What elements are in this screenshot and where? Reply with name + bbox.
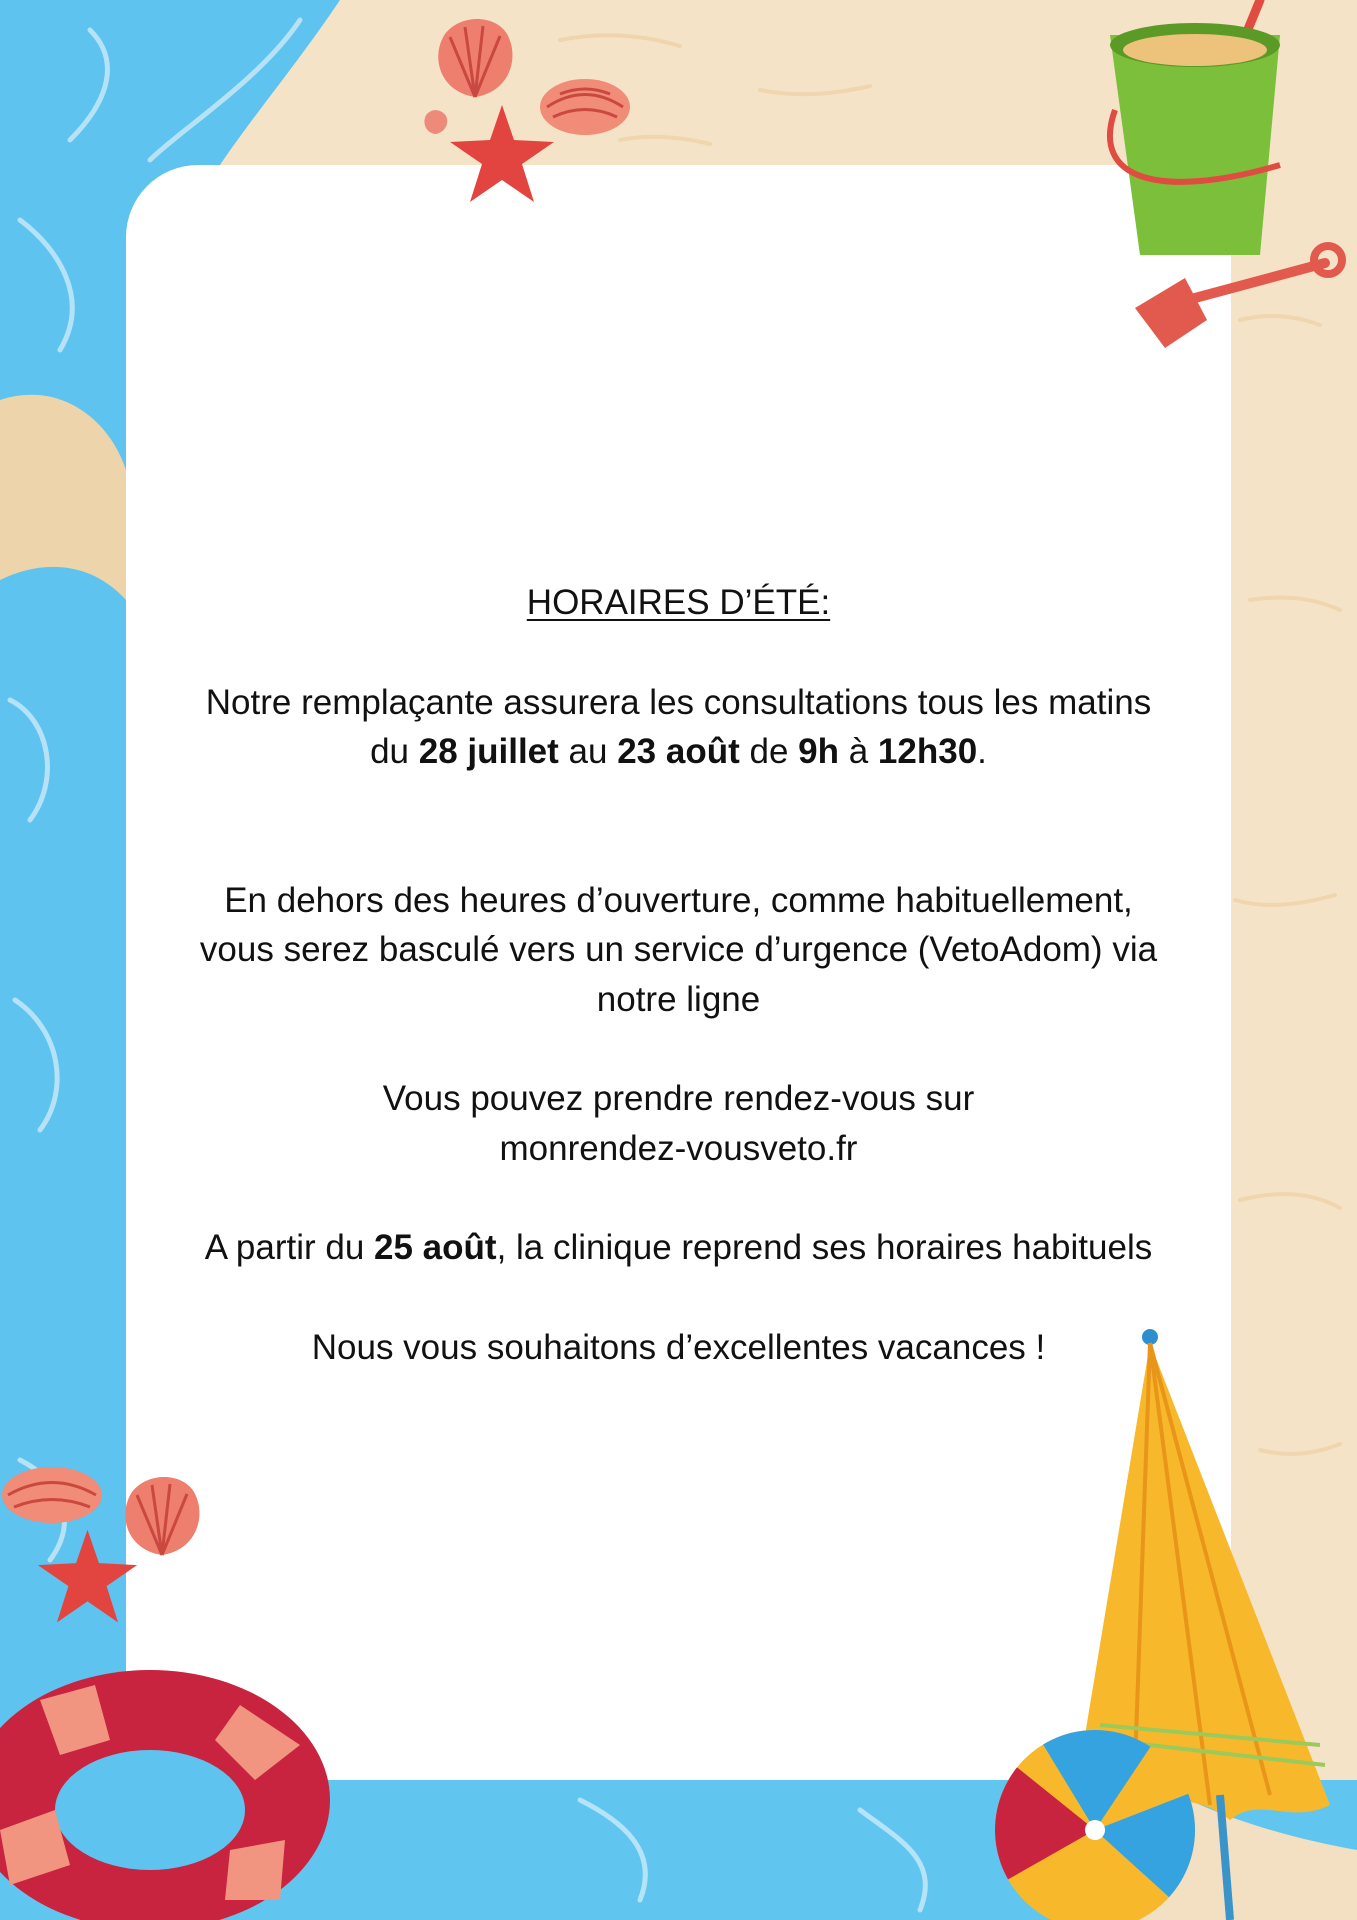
starfish-icon [442, 100, 562, 210]
shovel-icon [1125, 238, 1355, 358]
paragraph-replacement-line-2: du 28 juillet au 23 août de 9h à 12h30. [370, 732, 987, 771]
start-date: 28 juillet [418, 732, 559, 771]
appointment-website: monrendez-vousveto.fr [499, 1128, 858, 1168]
notice-text [126, 578, 1231, 1372]
paragraph-resume-hours: A partir du 25 août, la clinique reprend ses horaires habituels [204, 1228, 1153, 1267]
end-time: 12h30 [877, 732, 978, 771]
end-date: 23 août [617, 732, 740, 771]
beach-ball-icon [993, 1728, 1203, 1920]
paragraph-appointment-line-1: Vous pouvez prendre rendez-vous sur [382, 1079, 975, 1118]
starfish-icon [30, 1525, 145, 1630]
page-title: HORAIRES D’ÉTÉ: [526, 583, 831, 622]
paragraph-emergency-line-3: notre ligne [596, 979, 761, 1019]
seashell-icon [425, 12, 525, 102]
paragraph-emergency-line-2: vous serez basculé vers un service d’urgence (VetoAdom) via [199, 930, 1158, 969]
seashell-icon [0, 1460, 110, 1530]
paragraph-holiday-wishes: Nous vous souhaitons d’excellentes vacances ! [311, 1327, 1046, 1367]
seashell-icon [420, 108, 450, 136]
sand-bucket-icon [1080, 0, 1300, 270]
swim-ring-icon [0, 1660, 340, 1920]
start-time: 9h [798, 732, 839, 771]
paragraph-emergency-line-1: En dehors des heures d’ouverture, comme habituellement, [224, 880, 1133, 920]
resume-date: 25 août [374, 1228, 497, 1267]
paragraph-replacement-line-1: Notre remplaçante assurera les consultations tous les matins [205, 682, 1152, 722]
